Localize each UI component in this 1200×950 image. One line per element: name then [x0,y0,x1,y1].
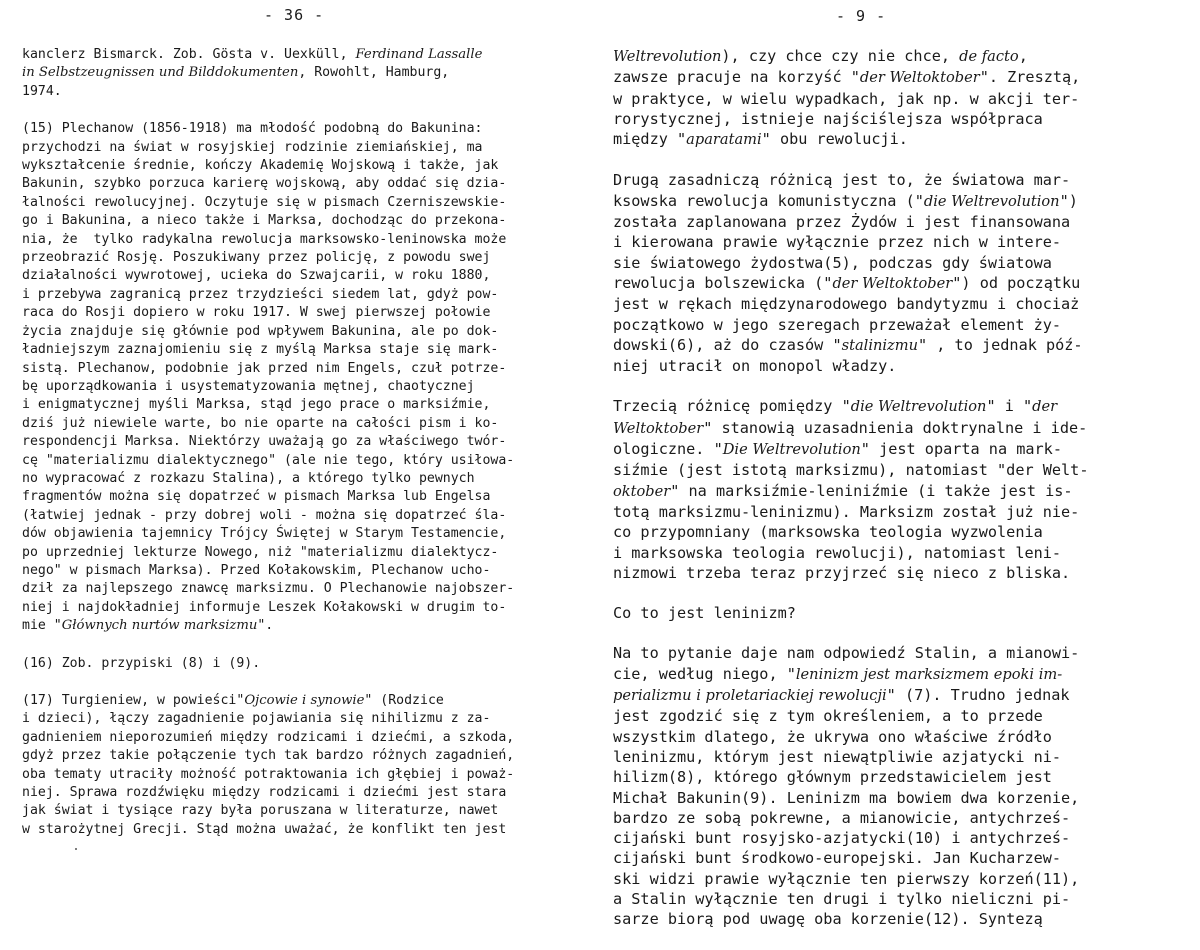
text-span: zawsze pracuje na korzyść " [613,68,860,87]
text-line: i przebywa zagranicą przez trzydzieści siedem lat, gdyż pow- [22,286,499,302]
text-span: ") [1059,191,1078,210]
text-line: co przypomniany (marksowska teologia wyzwolenia [613,523,1043,542]
text-line [613,46,1161,67]
text-line: jest w rękach międzynarodowego bandytyzmu i chociaż [613,295,1080,314]
text-span: " stanowią uzasadnienia doktrynalne i ide- [703,418,1088,437]
text-line: i dzieci), łączy zagadnienie pojawiania się nihilizmu z za- [22,711,491,727]
text-line: ładniejszym zaznajomieniu się z myślą Marksa staje się mark- [22,342,499,358]
text-span: ". [257,618,274,634]
text-line: Na to pytanie daje nam odpowiedź Stalin, a mianowi- [613,644,1080,663]
latin-term: de facto [959,48,1019,65]
text-span: ), czy chce czy nie chce, [721,47,960,65]
text-line: sarze biorą pod uwagę oba korzenie(12). Syntezą [613,910,1043,929]
text-line: cę "materializmu dialektycznego" (ale nie tego, który usiłowa- [22,452,515,468]
text-line [613,418,1161,439]
text-line: siźmie (jest istotą marksizmu), natomiast "der Welt- [613,461,1089,480]
text-line: łalności rewolucyjnej. Oczytuje się w pismach Czerniszewskie- [22,194,507,210]
text-span: " obu rewolucji. [761,130,908,149]
text-line [22,617,587,635]
left-page-body [22,46,587,858]
text-line: (15) Plechanow (1856-1918) ma młodość podobną do Bakunina: [22,121,483,137]
text-line [613,191,1161,212]
text-line: hilizm(8), którego głównym przedstawicielem jest [613,768,1052,787]
text-line: wykształcenie średnie, kończy Akademię Wojskową i także, jak [22,158,499,174]
quotation: perializmu i proletariackiej rewolucji [613,687,887,705]
text-span: " (Rodzice [364,693,444,708]
text-line: w starożytnej Grecji. Stąd można uważać, że konflikt ten jest [22,821,507,837]
text-span: kanclerz Bismarck. Zob. Gösta v. Uexküll, [22,47,356,62]
italic-term: stalinizmu [841,336,918,354]
text-line [613,67,1161,88]
text-line: cijański bunt rosyjsko-azjatycki(10) i antychrześ- [613,829,1071,848]
italic-term: aparatami [686,131,762,149]
paragraph-3 [613,396,1161,583]
text-line: no wypracować z rozkazu Stalina), a którego tylko pewnych [22,470,475,486]
text-line: została zaplanowana przez Żydów i jest finansowana [613,213,1071,232]
text-span: " i " [986,397,1033,416]
german-term: oktober [613,482,671,500]
text-span: ") od początku [952,273,1081,292]
german-term: Weltrevolution [613,48,722,65]
text-line: raca do Rosji dopiero w roku 1917. W swej pierwszej połowie [22,305,491,321]
text-line: nego" w pismach Marksa). Przed Kołakowskim, Plechanow ucho- [22,562,491,578]
text-line: początkowo w jego szeregach przeważał element ży- [613,315,1062,334]
text-line: w praktyce, w wielu wypadkach, jak np. w akcji ter- [613,89,1080,108]
german-term: Die Weltrevolution [722,441,861,459]
german-term: der Weltoktober [832,274,953,292]
text-line [22,692,587,710]
text-line: życia znajduje się głównie pod wpływem Bakunina, ale po dok- [22,323,499,339]
footnote-14-continuation [22,46,587,101]
text-span: " , to jednak póź- [917,335,1083,354]
text-line: (łatwiej jednak - przy dobrej woli - można się dopatrzeć śla- [22,507,507,523]
paragraph-1 [613,46,1161,150]
text-line: i kierowana prawie wyłącznie przez nich w intere- [613,233,1062,252]
text-span: , [1018,47,1028,65]
german-term: der Weltoktober [859,69,980,87]
text-line: 1974. [22,83,62,99]
text-line: jak świat i tysiące razy była poruszana w literaturze, nawet [22,803,499,819]
right-page-number: - 9 - [836,7,887,25]
book-title: Głównych nurtów marksizmu [61,618,258,634]
text-line: przeobrazić Rosję. Poszukiwany przez policję, z powodu swej [22,250,491,266]
german-term: Weltoktober [613,419,704,437]
text-line: dów objawienia tajemnicy Trójcy Świętej w Starym Testamencie, [22,526,507,542]
german-term: die Weltrevolution [850,398,987,416]
text-line: gdyż przez takie połączenie tych tak bardzo różnych zagadnień, [22,748,515,764]
footnote-17 [22,692,587,839]
text-line: go i Bakunina, a nieco także i Marksa, dochodząc do przekona- [22,213,507,229]
text-span: rewolucja bolszewicka (" [613,273,833,292]
text-line: wszystkim dlatego, że ukrywa ono właściwe źródło [613,727,1052,746]
text-line [22,46,587,64]
text-span: " na marksiźmie-leniniźmie (i także jest is- [670,481,1073,500]
text-line: gadnieniem nieporozumień między rodzicami i dziećmi, a szkoda, [22,729,515,745]
text-line [613,396,1161,417]
text-span: ologiczne. " [613,440,723,459]
text-line: sistą. Plechanow, podobnie jak przed nim Engels, czuł potrze- [22,360,507,376]
text-line: jest zgodzić się z tym określeniem, a to przede [613,707,1043,726]
section-heading [613,603,1161,623]
text-line [613,664,1161,685]
text-line [613,685,1161,706]
text-line [613,335,1161,356]
text-line: Drugą zasadniczą różnicą jest to, że światowa mar- [613,171,1071,190]
book-title: in Selbstzeugnissen und Bilddokumenten [22,65,299,81]
text-line [22,64,587,82]
text-line: respondencji Marksa. Niektórzy uważają go za właściwego twór- [22,434,507,450]
text-line: niej utracił on monopol władzy. [613,357,897,376]
text-line [613,439,1161,460]
right-page [613,0,1161,929]
paragraph-2 [613,170,1161,376]
text-line: totą marksizmu-leninizmu). Marksizm został już nie- [613,502,1080,521]
text-line: leninizmu, którym jest niewątpliwie azjatycki ni- [613,747,1062,766]
text-span: cie, według niego, " [613,664,796,683]
text-line: nia, że tylko radykalna rewolucja marksowsko-leninowska może [22,231,507,247]
text-line [613,273,1161,294]
text-span: " (7). Trudno jednak [886,686,1070,705]
text-line: niej. Sprawa rozdźwięku między rodzicami i dziećmi jest stara [22,785,507,801]
text-line: i marksowska teologia rewolucji), natomiast leni- [613,543,1062,562]
text-line: niej i najdokładniej informuje Leszek Kołakowski w drugim to- [22,599,507,615]
footnote-16 [22,655,587,673]
text-line: nizmowi trzeba teraz przyjrzeć się nieco z bliska. [613,563,1071,582]
scan-speck [75,848,77,850]
text-line: oba tematy utraciły możność potraktowania ich głębiej i poważ- [22,766,515,782]
german-term: die Weltrevolution [923,192,1060,210]
text-line: dził za najlepszego znawcę marksizmu. O Plechanowie najobszer- [22,581,515,597]
text-span: mie " [22,618,62,634]
text-line: (16) Zob. przypiski (8) i (9). [22,655,261,671]
text-line: sie światowego żydostwa(5), podczas gdy światowa [613,253,1052,272]
text-line: bardzo ze sobą pokrewne, a mianowicie, antychrześ- [613,808,1071,827]
text-line: dziś już niewiele warte, bo nie oparte na całości pism i ko- [22,415,499,431]
text-line [613,481,1161,502]
quotation: leninizm jest marksizmem epoki im- [795,665,1063,683]
text-line: a Stalin wyłącznie ten drugi i tylko nieliczni pi- [613,889,1071,908]
text-span: , Rowohlt, Hamburg, [298,65,450,81]
text-line: fragmentów można się dopatrzeć w pismach Marksa lub Engelsa [22,489,491,505]
text-span: (17) Turgieniew, w powieści" [22,693,245,708]
heading-line: Co to jest leninizm? [613,604,796,623]
text-span: ksowska rewolucja komunistyczna (" [613,191,924,210]
text-line: ski widzi prawie wyłącznie ten pierwszy korzeń(11), [613,869,1080,888]
text-line: działalności wywrotowej, ucieka do Szwajcarii, w roku 1880, [22,268,491,284]
paragraph-4 [613,643,1161,929]
text-line: Bakunin, szybko porzuca karierę wojskową, aby oddać się dzia- [22,176,507,192]
text-line: bę uporządkowania i usystematyzowania mętnej, chaotycznej [22,378,475,394]
text-span: Trzecią różnicę pomiędzy " [613,397,851,416]
left-page [22,0,587,899]
right-page-body [613,46,1161,950]
left-page-number: - 36 - [264,6,325,24]
german-term: der [1032,398,1058,416]
text-span: między " [613,130,687,149]
text-line: przychodzi na świat w rosyjskiej rodzinie ziemiańskiej, ma [22,139,483,155]
book-title: Ferdinand Lassalle [355,47,483,62]
text-line: rorystycznej, istnieje najściślejsza współpraca [613,109,1043,128]
text-span: " jest oparta na mark- [860,440,1062,459]
text-span: ". Zresztą, [979,68,1081,87]
text-line: i enigmatycznej myśli Marksa, stąd jego prace o marksiźmie, [22,397,491,413]
text-line: cijański bunt środkowo-europejski. Jan Kucharzew- [613,849,1062,868]
text-line: Michał Bakunin(9). Leninizm ma bowiem dwa korzenie, [613,788,1080,807]
text-line [613,129,1161,150]
text-span: dowski(6), aż do czasów " [613,335,842,354]
footnote-15 [22,120,587,635]
book-title: Ojcowie i synowie [244,693,365,708]
text-line: po uprzedniej lekturze Nowego, niż "materializmu dialektycz- [22,544,499,560]
